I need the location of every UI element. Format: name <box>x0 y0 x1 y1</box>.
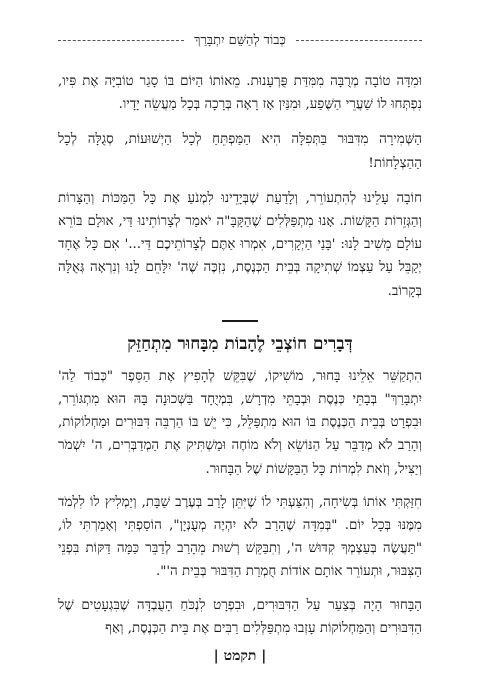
page-number: | תקמט | <box>213 648 267 664</box>
paragraph-1: וּמִדָּה טוֹבָה מְרֻבָּה מִמִּדַּת פֻּרְעָנוּת. מֵאוֹתוֹ הַיּוֹם בּוֹ סָגַר טוֹבִיָּה אֶת פִּיו, נִפְתְּחוּ לוֹ שַׁעֲרֵי הַשֶּׁפַע, וּמִנַּיִן אָז רָאָה בְּרָכָה בְּכָל מַעֲשֵׂה יָדָיו. <box>58 74 422 113</box>
paragraph-2: הַשְּׁמִירָה מִדִּבּוּר בַּתְּפִלָּה הִיא הַמַּפְתֵּחַ לְכָל הַיְשׁוּעוֹת, סְגֻלָּה לְכָל הַהַצְלָחוֹת! <box>58 132 422 171</box>
paragraph-4: הִתְקַשֵּׁר אֵלֵינוּ בָּחוּר, מוֹשִׁיקוֹ, שֶׁבִּקֵּשׁ לְהָפִיץ אֶת הַסֵּפֶר "כְּבוֹד לַה' יִתְבָּרַךְ" בְּבָתֵּי כְּנֶסֶת וּבְבָתֵּי מִדְרָשׁ, בִּמְיֻחָד בַּשְּׁכוּנָה בָּהּ הוּא מִתְגּוֹרֵר, וּבִפְרָט בְּבֵית הַכְּנֶסֶת בּוֹ הוּא מִתְפַּלֵּל, כִּי יֵשׁ בּוֹ הַרְבֵּה דִּבּוּרִים וּמַחְלוֹקוֹת, וְהָרַב לֹא מְדַבֵּר עַל הַנּוֹשֵׂא וְלֹא מוֹחֶה וּמַשְׁתִּיק אֶת הַמְדַבְּרִים, ה' יִשְׁמֹר וְיַצִּיל, וְזֹאת לִמְרוֹת כָּל הַבַּקָּשׁוֹת שֶׁל הַבָּחוּר. <box>58 368 422 477</box>
header-rule-right <box>296 40 422 41</box>
section-divider <box>58 317 422 327</box>
paragraph-6: הַבָּחוּר הָיָה בְּצַעַר עַל הַדִּבּוּרִים, וּבִפְרָט לִנְכֹּחַ הָעֻבְדָּה שֶׁבִּגְעָטִים שֶׁל הַדִּבּוּרִים וְהַמַּחְלוֹקוֹת עָזְבוּ מִתְפַּלְּלִים רַבִּים אֶת בֵּית הַכְּנֶסֶת, וְאַף <box>58 597 422 636</box>
paragraph-3: חוֹבָה עָלֵינוּ לְהִתְעוֹרֵר, וְלָדַעַת שֶׁבְּיָדֵינוּ לִמְנֹעַ אֶת כָּל הַמַּכּוֹת וְהַצָּרוֹת וְהַגְּזֵרוֹת הַקָּשׁוֹת. אָנוּ מִתְפַּלְּלִים שֶׁהַקָּבָּ"ה יֹאמַר לְצָרוֹתֵינוּ דַּי, אוּלָם בּוֹרֵא עוֹלָם מֵשִׁיב לָנוּ: 'בָּנַי הַיְקָרִים, אִמְרוּ אַתֶּם לְצָרוֹתֵיכֶם דַּי...' אִם כָּל אֶחָד יְקַבֵּל עַל עַצְמוֹ שְׁתִיקָה בְּבֵית הַכְּנֶסֶת, נִזְכֶּה שֶׁה' יִלָּחֵם לָנוּ וְנִרְאָה גְּאֻלָּה בְּקָרוֹב. <box>58 190 422 299</box>
running-header <box>58 30 422 50</box>
header-rule-left <box>58 40 184 41</box>
running-header-title: כְּבוֹד לְהַשֵּׁם יִתְבָּרַךְ <box>194 33 286 48</box>
section-title: דְּבָרִים חוֹצְבֵי לֶהָבוֹת מִבָּחוּר מִתְחַזֵּק <box>127 333 353 354</box>
paragraph-5: חִזַּקְתִּי אוֹתוֹ בְּשִׂיחָה, וְהִצַּעְתִּי לוֹ שֶׁיִּתֵּן לָרַב בְּעֶרֶב שַׁבָּת, וְיַמְלִיץ לוֹ לִלְמֹד מִמֶּנּוּ בְּכָל יוֹם. "בְּמִדָּה שֶׁהָרַב לֹא יִהְיֶה מְעֻנְיָן", הוֹסַפְתִּי וְאָמַרְתִּי לוֹ, "תַּעֲשֶׂה בְּעַצְמְךָ קִדּוּשׁ ה', וְתִבַּקֵּשׁ רְשׁוּת מֵהָרַב לְדַבֵּר כַּמָּה דַּקּוֹת בִּפְנֵי הַצִּבּוּר, וּתְעוֹרֵר אוֹתָם אוֹדוֹת חֻמְרַת הַדִּבּוּר בְּבֵית ה'". <box>58 494 422 580</box>
page-body <box>58 70 422 650</box>
